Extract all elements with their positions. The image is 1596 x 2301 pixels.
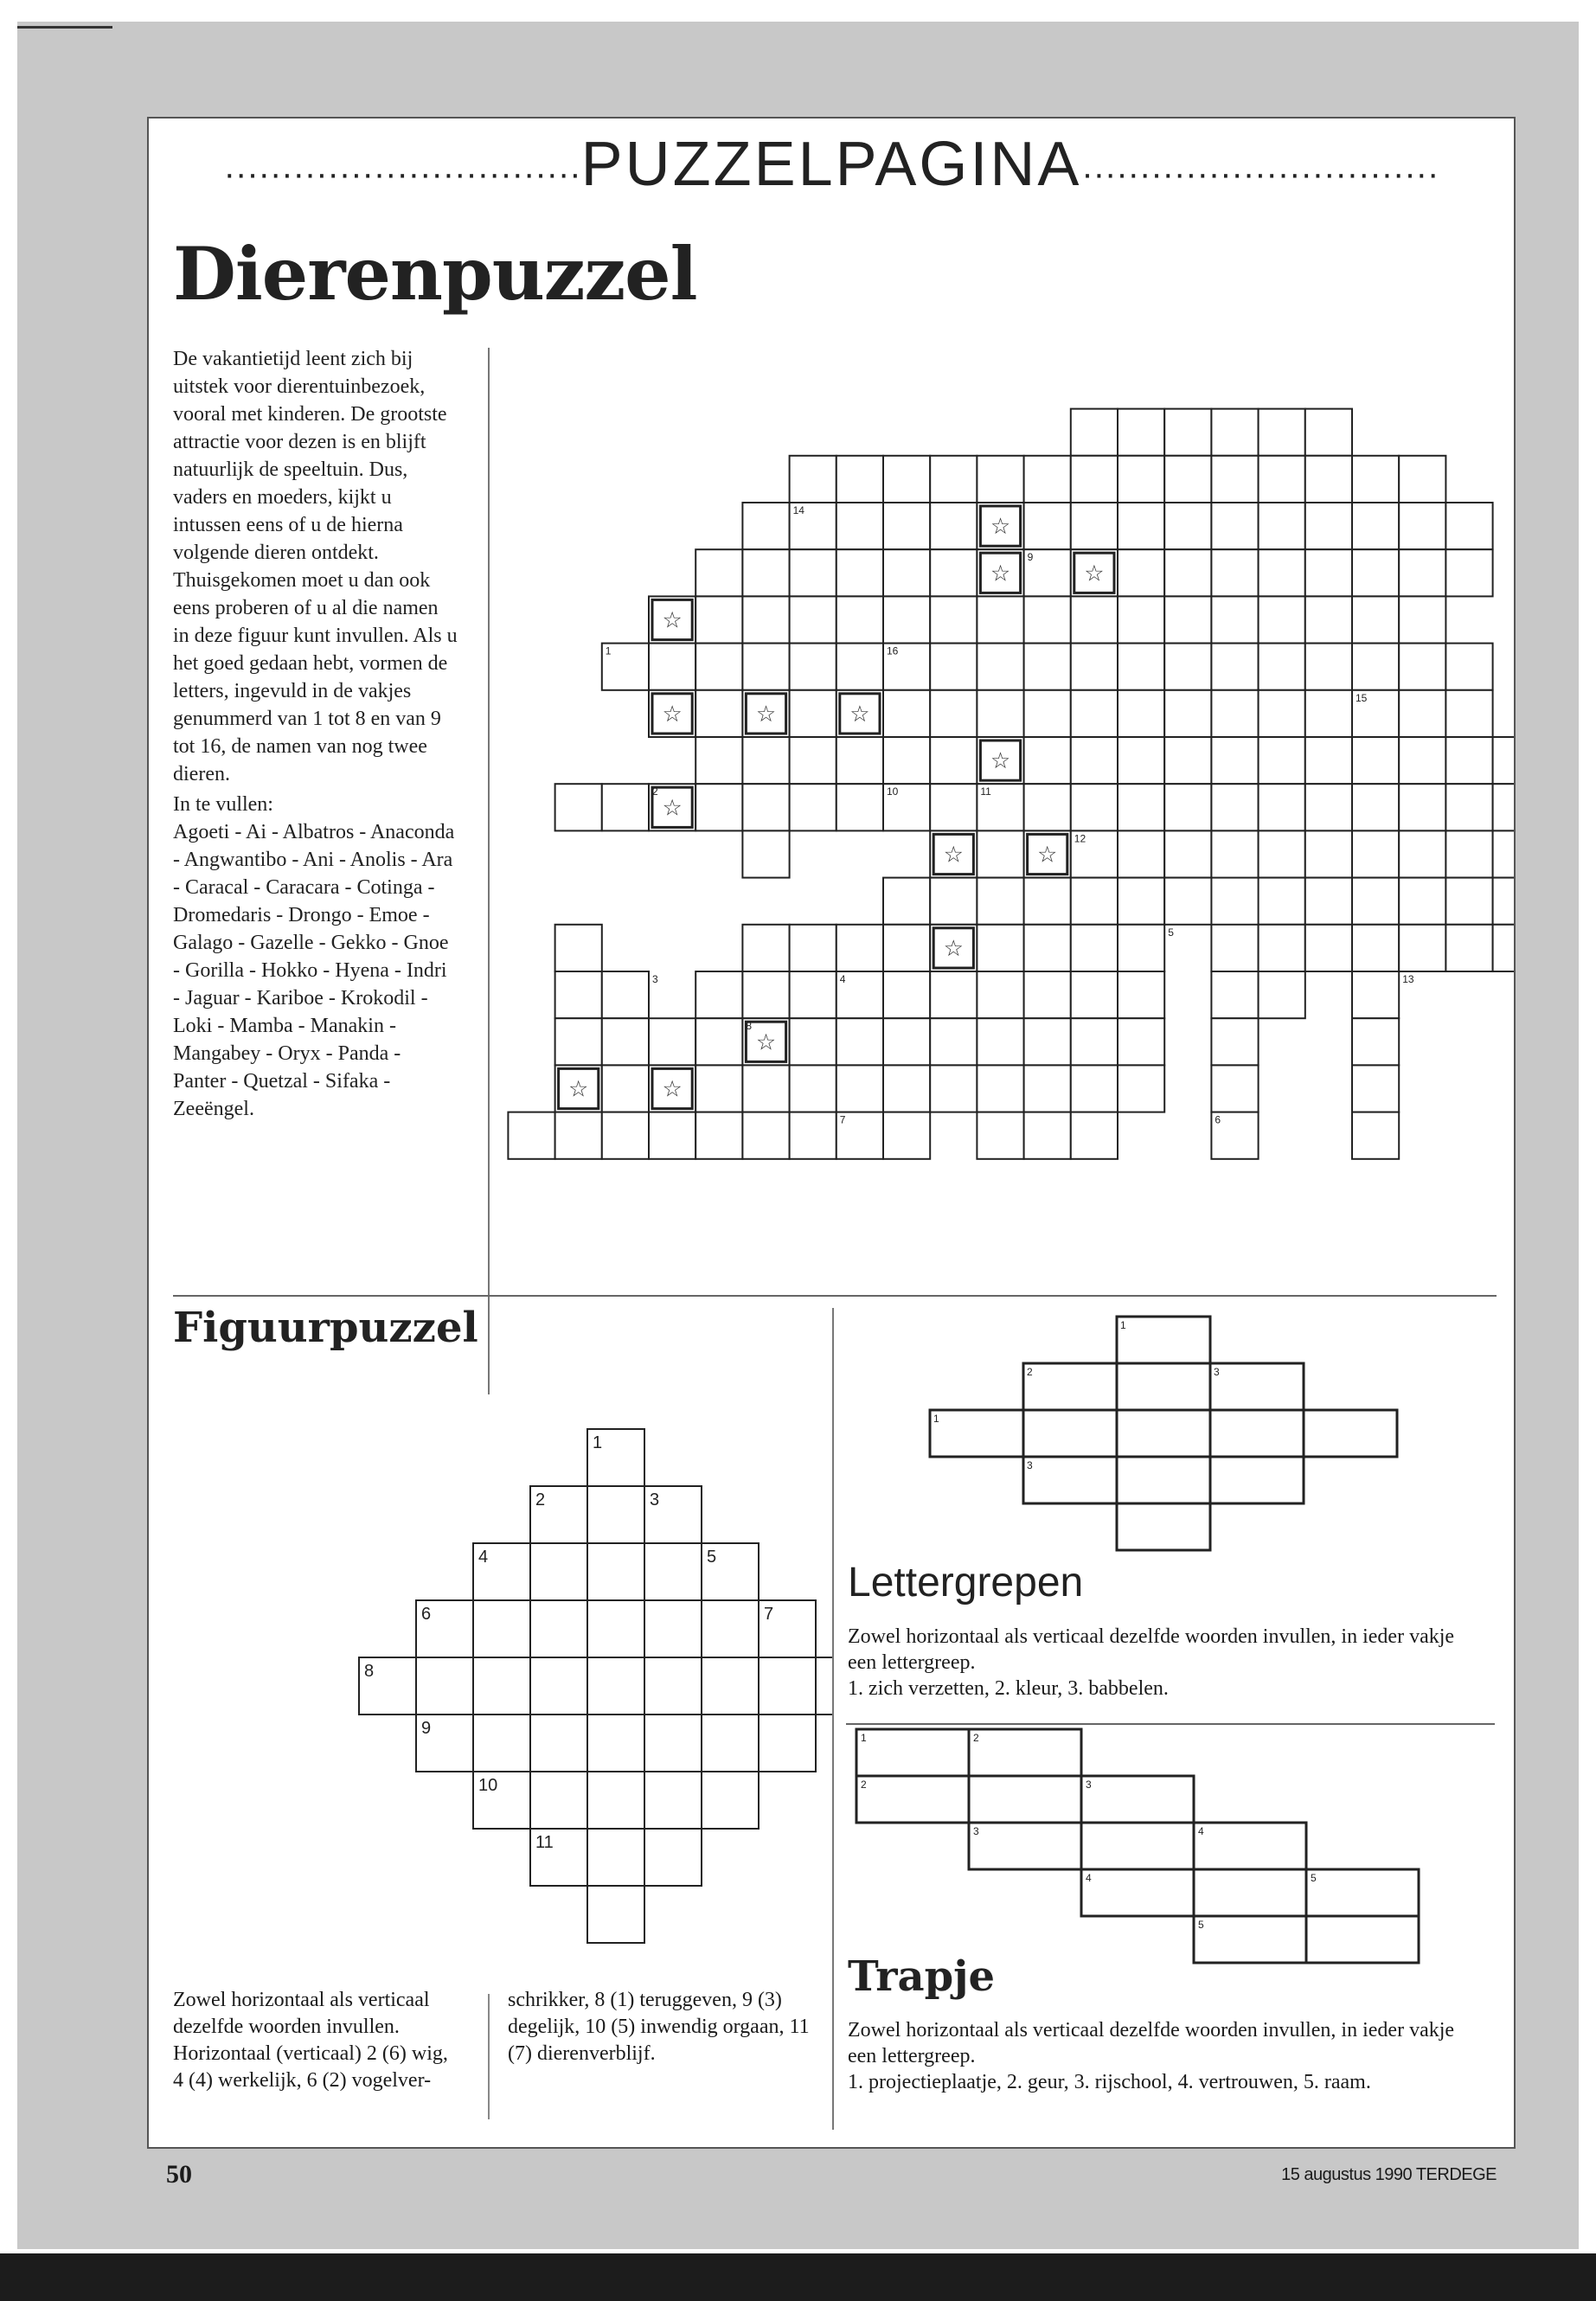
cell-number: 3 [652,973,658,985]
star-icon: ☆ [943,934,964,961]
cell-number: 12 [1074,832,1086,845]
cell-number: 4 [478,1548,489,1567]
cell-number: 1 [593,1433,603,1452]
trapje-cell[interactable] [1306,1869,1419,1916]
header-dots-left: ······························· [223,155,581,193]
trapje-text: Zowel horizontaal als verticaal dezelfde woorden invullen, in ieder vakje een lettergreep. [848,2019,1455,2067]
page-number: 50 [166,2160,192,2189]
cell-number: 1 [933,1413,939,1425]
cell-number: 11 [535,1833,554,1852]
lettergrepen-title: Lettergrepen [848,1560,1084,1606]
page-top-rule [17,26,112,29]
trapje-cell[interactable] [1081,1823,1194,1869]
trapje-cell[interactable] [1194,1823,1306,1869]
cell-number: 2 [1027,1366,1033,1378]
star-icon: ☆ [849,700,870,727]
star-icon: ☆ [990,747,1011,774]
trapje-cell[interactable] [969,1776,1081,1823]
trapje-cell[interactable] [969,1729,1081,1776]
header-dots-right: ······························· [1081,155,1439,193]
cell-number: 2 [535,1490,546,1509]
cell-number: 1 [1120,1319,1126,1331]
cell-number: 5 [1198,1919,1204,1931]
cell-number: 4 [839,973,846,985]
cell-number: 8 [364,1662,375,1681]
figuurpuzzel-text-divider [488,1994,490,2119]
cell-number: 8 [746,1020,753,1033]
cell-number: 3 [973,1825,979,1837]
figuurpuzzel-title: Figuurpuzzel [173,1304,478,1352]
cell-number: 2 [973,1732,979,1744]
cell-number: 4 [1198,1825,1204,1837]
cell-number: 2 [861,1779,867,1791]
trapje-clues: 1. projectieplaatje, 2. geur, 3. rijschool, 4. vertrouwen, 5. raam. [848,2071,1371,2093]
cell-number: 15 [1356,691,1368,704]
star-icon: ☆ [1037,841,1058,868]
figuurpuzzel-text-1: Zowel horizontaal als verticaal dezelfde woorden invullen. Horizontaal (verticaal) 2 (6) wig, 4 (4) werkelijk, 6 (2) vogelver- [173,1989,448,2092]
cell-number: 13 [1402,973,1414,985]
cell-number: 9 [1027,551,1034,564]
star-icon: ☆ [568,1075,589,1102]
trapje-cell[interactable] [1194,1869,1306,1916]
trapje-instructions [848,2017,1488,2095]
cell-number: 9 [421,1719,432,1738]
star-icon: ☆ [1084,560,1105,586]
cell-number: 6 [1215,1113,1221,1126]
star-icon: ☆ [662,700,683,727]
trapje-cell[interactable] [1081,1869,1194,1916]
lettergrepen-clues: 1. zich verzetten, 2. kleur, 3. babbelen. [848,1677,1169,1700]
trapje-title: Trapje [848,1952,996,2001]
magazine-page [147,117,1516,2189]
star-icon: ☆ [662,606,683,633]
cell-number: 10 [887,785,899,798]
cell-number: 1 [605,644,612,657]
trapje-cell[interactable] [969,1823,1081,1869]
trapje-cells [856,1729,1419,1963]
star-icon: ☆ [755,1029,777,1055]
trapje-cell[interactable] [1306,1916,1419,1963]
cell-number: 14 [792,504,804,516]
cell-number: 7 [839,1113,846,1126]
cell-number: 7 [764,1605,774,1624]
cell-number: 11 [980,785,991,798]
trapje-cell[interactable] [856,1776,969,1823]
fill-label: In te vullen: [173,793,273,816]
trapje-grid [149,119,1514,1970]
star-icon: ☆ [990,513,1011,540]
trapje-cell[interactable] [1081,1776,1194,1823]
star-icon: ☆ [990,560,1011,586]
cell-number: 16 [887,644,899,657]
cell-number: 10 [478,1776,498,1795]
cell-number: 5 [707,1548,717,1567]
cell-number: 3 [1214,1366,1220,1378]
lettergrepen-text: Zowel horizontaal als verticaal dezelfde woorden invullen, in ieder vakje een lettergreep. [848,1625,1455,1674]
header-title: PUZZELPAGINA [580,130,1082,199]
cell-number: 4 [1086,1872,1092,1884]
cell-number: 5 [1168,926,1174,939]
cell-number: 5 [1311,1872,1317,1884]
issue-date: 15 augustus 1990 TERDEGE [1281,2165,1497,2184]
intro-paragraph: De vakantietijd leent zich bij uitstek voor dierentuinbezoek, vooral met kinderen. De grootste attractie voor dezen is en blijft natuurlijk de speeltuin. Dus, vaders en moeders, kijkt u intussen eens of u de hierna volgende dieren ontdekt. Thuisgekomen moet u dan ook eens proberen of u al die namen in deze figuur kunt invullen. Als u het goed gedaan hebt, vormen de letters, ingevuld in de vakjes genummerd van 1 tot 8 en van 9 tot 16, de namen van nog twee dieren. [173,348,458,785]
trapje-cell[interactable] [1194,1916,1306,1963]
cell-number: 2 [652,785,658,798]
cell-number: 1 [861,1732,867,1744]
scan-bottom-edge [0,2253,1596,2301]
cell-number: 3 [1027,1459,1033,1471]
cell-number: 3 [1086,1779,1092,1791]
star-icon: ☆ [943,841,964,868]
cell-number: 3 [650,1490,660,1509]
star-icon: ☆ [755,700,777,727]
figuurpuzzel-text-2: schrikker, 8 (1) teruggeven, 9 (3) degelijk, 10 (5) inwendig orgaan, 11 (7) dierenverblijf. [508,1989,810,2065]
cell-number: 6 [421,1605,432,1624]
star-icon: ☆ [662,1075,683,1102]
trapje-cell[interactable] [856,1729,969,1776]
star-icon: ☆ [662,794,683,821]
dierenpuzzel-title: Dierenpuzzel [173,231,697,317]
animal-word-list: Agoeti - Ai - Albatros - Anaconda - Angwantibo - Ani - Anolis - Ara - Caracal - Caracara - Cotinga - Dromedaris - Drongo - Emoe - Galago - Gazelle - Gekko - Gnoe - Gorilla - Hokko - Hyena - Indri - Jaguar - Kariboe - Krokodil - Loki - Mamba - Manakin - Mangabey - Oryx - Panda - Panter - Quetzal - Sifaka - Zeeëngel. [173,821,455,1120]
